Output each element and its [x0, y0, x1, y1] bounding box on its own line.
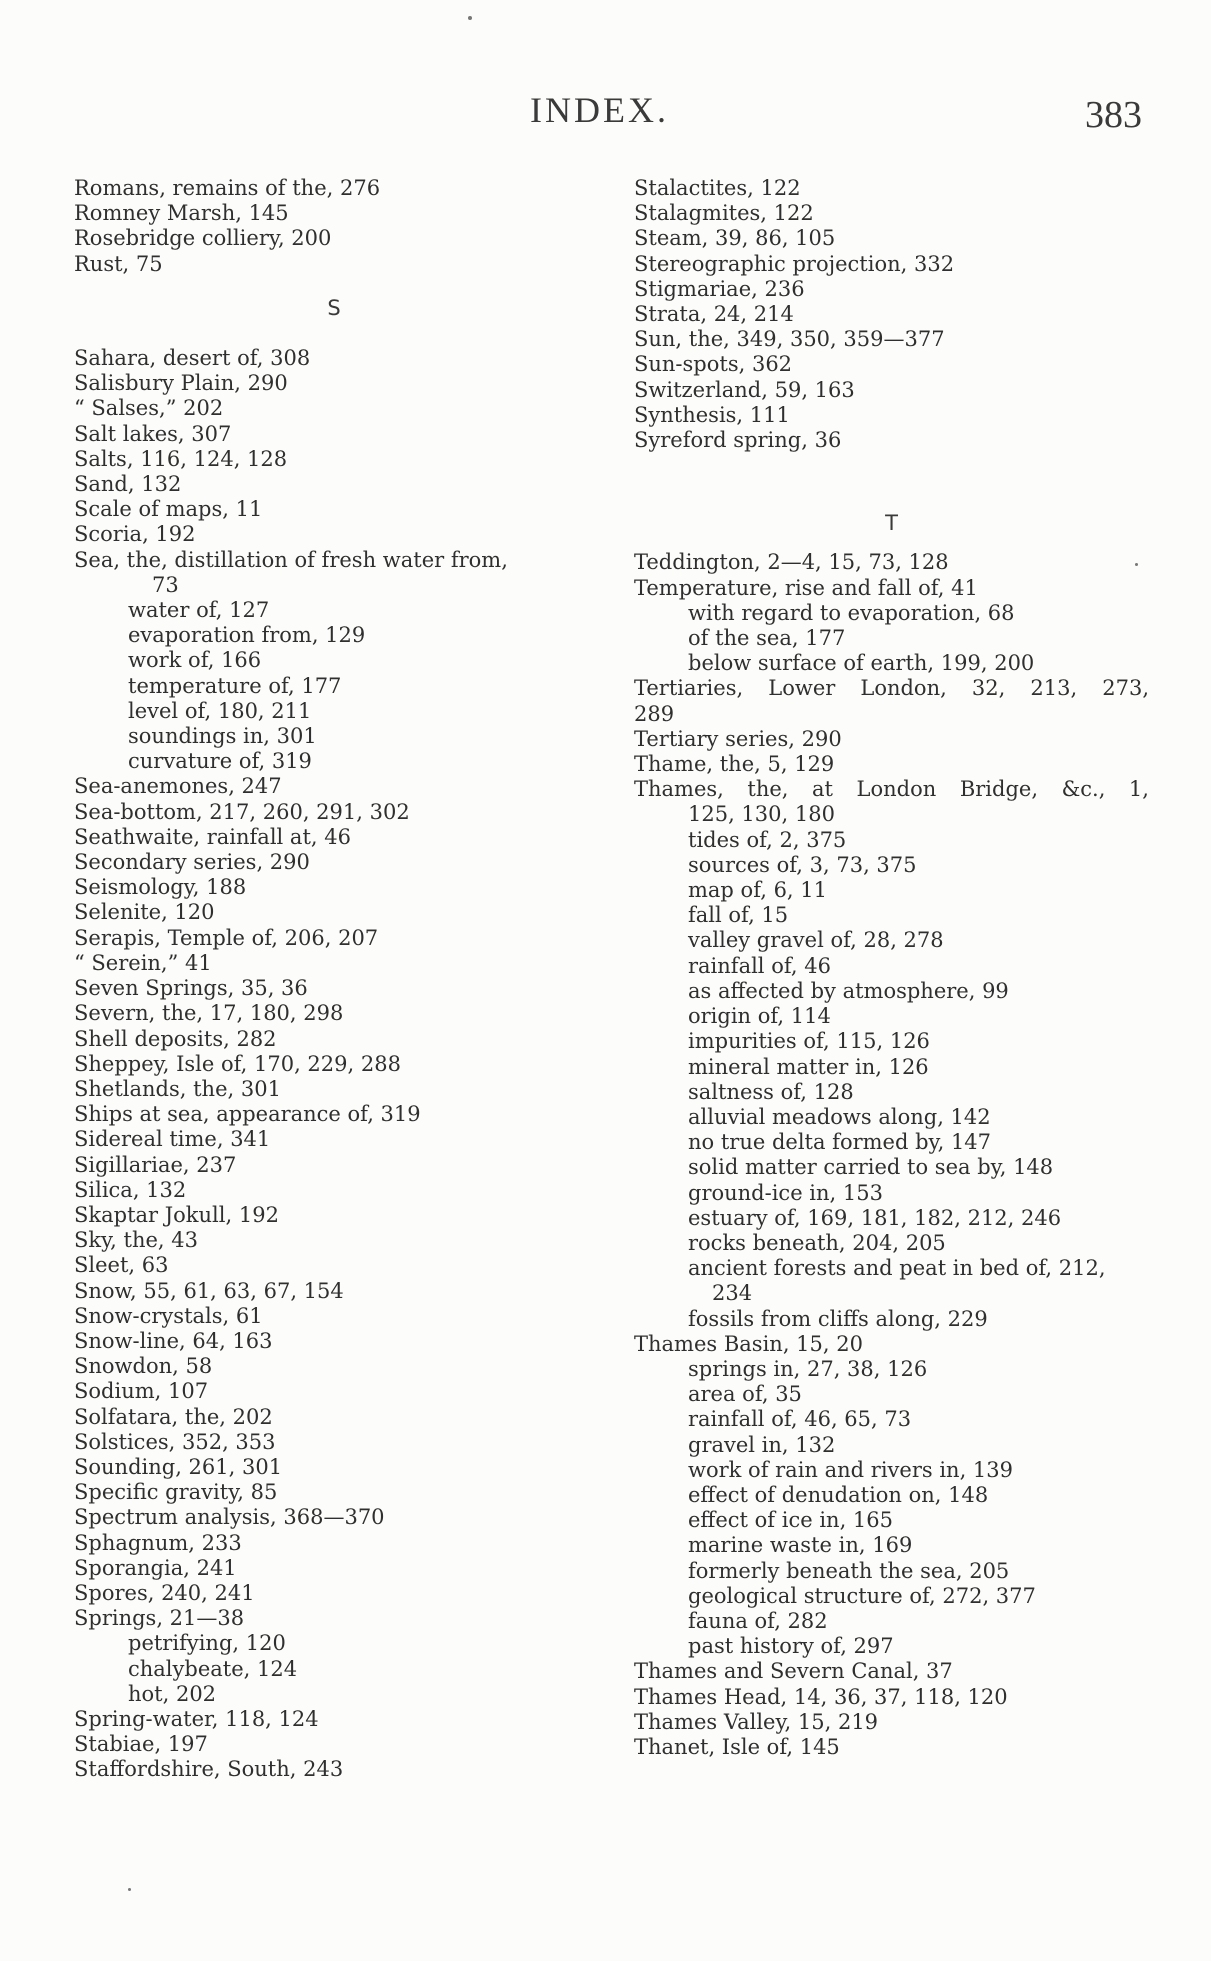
index-subentry: level of, 180, 211 [128, 698, 312, 723]
index-subentry: temperature of, 177 [128, 673, 342, 698]
index-entry: Salisbury Plain, 290 [74, 371, 288, 396]
entry-word: London [856, 777, 937, 802]
index-subentry: hot, 202 [128, 1681, 217, 1706]
index-entry-justified [634, 777, 1149, 802]
index-entry: Stalactites, 122 [634, 176, 801, 200]
index-subentry-continuation: 234 [712, 1281, 753, 1306]
index-entry: Teddington, 2—4, 15, 73, 128 [634, 550, 949, 575]
spacer [634, 536, 1149, 550]
index-subentry: springs in, 27, 38, 126 [688, 1356, 928, 1381]
index-entry: Sea-anemones, 247 [74, 774, 282, 799]
index-subentry: impurities of, 115, 126 [688, 1029, 930, 1054]
index-subentry: valley gravel of, 28, 278 [688, 928, 944, 953]
index-entry: Romney Marsh, 145 [74, 201, 289, 226]
index-subentry: fossils from cliffs along, 229 [688, 1306, 988, 1331]
entry-word: the, [747, 777, 789, 802]
index-entry: Sahara, desert of, 308 [74, 346, 311, 371]
index-subentry: no true delta formed by, 147 [688, 1130, 992, 1155]
index-subentry: solid matter carried to sea by, 148 [688, 1155, 1054, 1180]
index-subentry: evaporation from, 129 [128, 623, 366, 648]
index-entry: Scale of maps, 11 [74, 497, 263, 522]
index-subentry: alluvial meadows along, 142 [688, 1104, 991, 1129]
index-entry: Synthesis, 111 [634, 402, 790, 427]
index-subentry: water of, 127 [128, 598, 270, 623]
index-entry: Temperature, rise and fall of, 41 [634, 575, 978, 600]
page-title: INDEX. [530, 90, 669, 130]
index-entry: Sleet, 63 [74, 1253, 169, 1278]
entry-word: at [812, 777, 833, 802]
print-speck [128, 1888, 131, 1891]
index-entry: Solstices, 352, 353 [74, 1429, 276, 1454]
index-subentry: curvature of, 319 [128, 749, 312, 774]
index-entry: Stigmariae, 236 [634, 276, 805, 301]
index-entry: Spores, 240, 241 [74, 1580, 255, 1605]
index-entry: Romans, remains of the, 276 [74, 176, 381, 200]
index-entry: Ships at sea, appearance of, 319 [74, 1102, 421, 1127]
index-entry: Sheppey, Isle of, 170, 229, 288 [74, 1051, 401, 1076]
entry-word: 273, [1102, 676, 1149, 701]
index-entry: Shell deposits, 282 [74, 1026, 277, 1051]
index-entry: Snow-crystals, 61 [74, 1303, 263, 1328]
index-subentry: fauna of, 282 [688, 1608, 828, 1633]
index-entry: Sigillariae, 237 [74, 1152, 237, 1177]
index-entry: Sun, the, 349, 350, 359—377 [634, 327, 945, 352]
index-entry: Seismology, 188 [74, 875, 247, 900]
entry-word: 32, [971, 676, 1006, 701]
left-column [74, 176, 594, 1783]
index-subentry: rainfall of, 46 [688, 953, 831, 978]
index-entry: Snow-line, 64, 163 [74, 1328, 273, 1353]
index-entry: Secondary series, 290 [74, 850, 310, 875]
index-entry: Syreford spring, 36 [634, 428, 842, 453]
index-subentry: formerly beneath the sea, 205 [688, 1558, 1010, 1583]
index-subentry: of the sea, 177 [688, 626, 846, 651]
index-entry: Sodium, 107 [74, 1379, 209, 1404]
index-entry: Skaptar Jokull, 192 [74, 1202, 279, 1227]
index-entry-continuation: 73 [152, 572, 179, 597]
index-subentry: geological structure of, 272, 377 [688, 1583, 1036, 1608]
index-entry: Snow, 55, 61, 63, 67, 154 [74, 1278, 344, 1303]
index-subentry: below surface of earth, 199, 200 [688, 651, 1035, 676]
index-entry: Sand, 132 [74, 472, 182, 497]
index-entry-continuation: 125, 130, 180 [688, 802, 835, 827]
index-entry: Spectrum analysis, 368—370 [74, 1505, 385, 1530]
index-entry: Rust, 75 [74, 251, 163, 276]
print-speck [468, 16, 472, 20]
index-subentry: ancient forests and peat in bed of, 212, [688, 1256, 1106, 1281]
index-subentry: saltness of, 128 [688, 1079, 854, 1104]
index-subentry: mineral matter in, 126 [688, 1054, 929, 1079]
index-entry: Solfatara, the, 202 [74, 1404, 273, 1429]
entry-word: 213, [1030, 676, 1078, 701]
index-subentry: with regard to evaporation, 68 [688, 600, 1015, 625]
index-subentry: chalybeate, 124 [128, 1656, 298, 1681]
index-entry: Sun-spots, 362 [634, 352, 793, 377]
index-subentry: as affected by atmosphere, 99 [688, 978, 1009, 1003]
entry-word: 1, [1128, 777, 1149, 802]
entry-word: Thames, [634, 777, 724, 802]
index-subentry: sources of, 3, 73, 375 [688, 852, 917, 877]
index-entry: Staffordshire, South, 243 [74, 1757, 344, 1782]
index-subentry: origin of, 114 [688, 1004, 831, 1029]
index-entry: Salt lakes, 307 [74, 421, 232, 446]
index-subentry: effect of denudation on, 148 [688, 1482, 989, 1507]
section-letter-s: S [327, 295, 341, 320]
index-subentry: area of, 35 [688, 1382, 802, 1407]
entry-word: Tertiaries, [634, 676, 744, 701]
index-subentry: ground-ice in, 153 [688, 1180, 883, 1205]
index-subentry: fall of, 15 [688, 903, 789, 928]
index-entry: Sidereal time, 341 [74, 1127, 271, 1152]
index-entry: “ Serein,” 41 [74, 950, 212, 975]
index-entry: Seven Springs, 35, 36 [74, 976, 308, 1001]
index-subentry: tides of, 2, 375 [688, 827, 847, 852]
index-entry: Stabiae, 197 [74, 1732, 208, 1757]
index-subentry: gravel in, 132 [688, 1432, 836, 1457]
entry-word: &c., [1061, 777, 1106, 802]
index-entry: Steam, 39, 86, 105 [634, 226, 836, 251]
index-subentry: effect of ice in, 165 [688, 1508, 893, 1533]
index-entry: Sea-bottom, 217, 260, 291, 302 [74, 799, 410, 824]
index-subentry: rainfall of, 46, 65, 73 [688, 1407, 912, 1432]
index-entry: “ Salses,” 202 [74, 396, 224, 421]
index-entry: Specific gravity, 85 [74, 1480, 278, 1505]
index-entry: Thames Basin, 15, 20 [634, 1331, 863, 1356]
index-entry: Spring-water, 118, 124 [74, 1706, 319, 1731]
index-entry: Stalagmites, 122 [634, 201, 814, 226]
index-entry: Serapis, Temple of, 206, 207 [74, 925, 379, 950]
index-entry: Thames Valley, 15, 219 [634, 1709, 879, 1734]
index-entry: Silica, 132 [74, 1177, 187, 1202]
index-entry: Sea, the, distillation of fresh water from, [74, 547, 508, 572]
index-entry: Severn, the, 17, 180, 298 [74, 1001, 344, 1026]
page-header [0, 92, 1211, 142]
index-entry: Springs, 21—38 [74, 1606, 245, 1631]
section-letter-t: T [885, 511, 898, 536]
index-entry: Snowdon, 58 [74, 1354, 213, 1379]
index-entry: Switzerland, 59, 163 [634, 377, 855, 402]
index-entry: Tertiary series, 290 [634, 726, 842, 751]
index-subentry: estuary of, 169, 181, 182, 212, 246 [688, 1205, 1062, 1230]
entry-word: Lower [768, 676, 836, 701]
index-subentry: map of, 6, 11 [688, 878, 828, 903]
index-subentry: petrifying, 120 [128, 1631, 286, 1656]
index-subentry: soundings in, 301 [128, 724, 317, 749]
entry-word: Bridge, [959, 777, 1039, 802]
page-number: 383 [1085, 94, 1142, 136]
spacer [74, 277, 594, 296]
index-entry: Stereographic projection, 332 [634, 251, 955, 276]
index-entry: Thames Head, 14, 36, 37, 118, 120 [634, 1684, 1008, 1709]
index-entry: Salts, 116, 124, 128 [74, 446, 288, 471]
index-entry: Thame, the, 5, 129 [634, 752, 835, 777]
index-subentry: work of, 166 [128, 648, 262, 673]
index-subentry: past history of, 297 [688, 1634, 894, 1659]
index-entry: Seathwaite, rainfall at, 46 [74, 824, 351, 849]
spacer [74, 321, 594, 346]
index-entry: Sporangia, 241 [74, 1555, 237, 1580]
index-subentry: rocks beneath, 204, 205 [688, 1230, 946, 1255]
index-subentry: marine waste in, 169 [688, 1533, 913, 1558]
index-entry: Strata, 24, 214 [634, 302, 794, 327]
index-entry: Scoria, 192 [74, 522, 196, 547]
index-entry-justified [634, 676, 1149, 701]
entry-word: London, [860, 676, 947, 701]
index-entry: Thames and Severn Canal, 37 [634, 1659, 953, 1684]
index-entry: Sounding, 261, 301 [74, 1454, 283, 1479]
index-entry: Shetlands, the, 301 [74, 1076, 281, 1101]
index-subentry: work of rain and rivers in, 139 [688, 1457, 1013, 1482]
right-column [634, 176, 1149, 1760]
index-entry-continuation: 289 [634, 701, 675, 726]
index-entry: Sky, the, 43 [74, 1228, 199, 1253]
index-entry: Thanet, Isle of, 145 [634, 1734, 840, 1759]
index-entry: Rosebridge colliery, 200 [74, 226, 332, 251]
index-entry: Sphagnum, 233 [74, 1530, 242, 1555]
index-entry: Selenite, 120 [74, 900, 215, 925]
spacer [634, 453, 1149, 511]
